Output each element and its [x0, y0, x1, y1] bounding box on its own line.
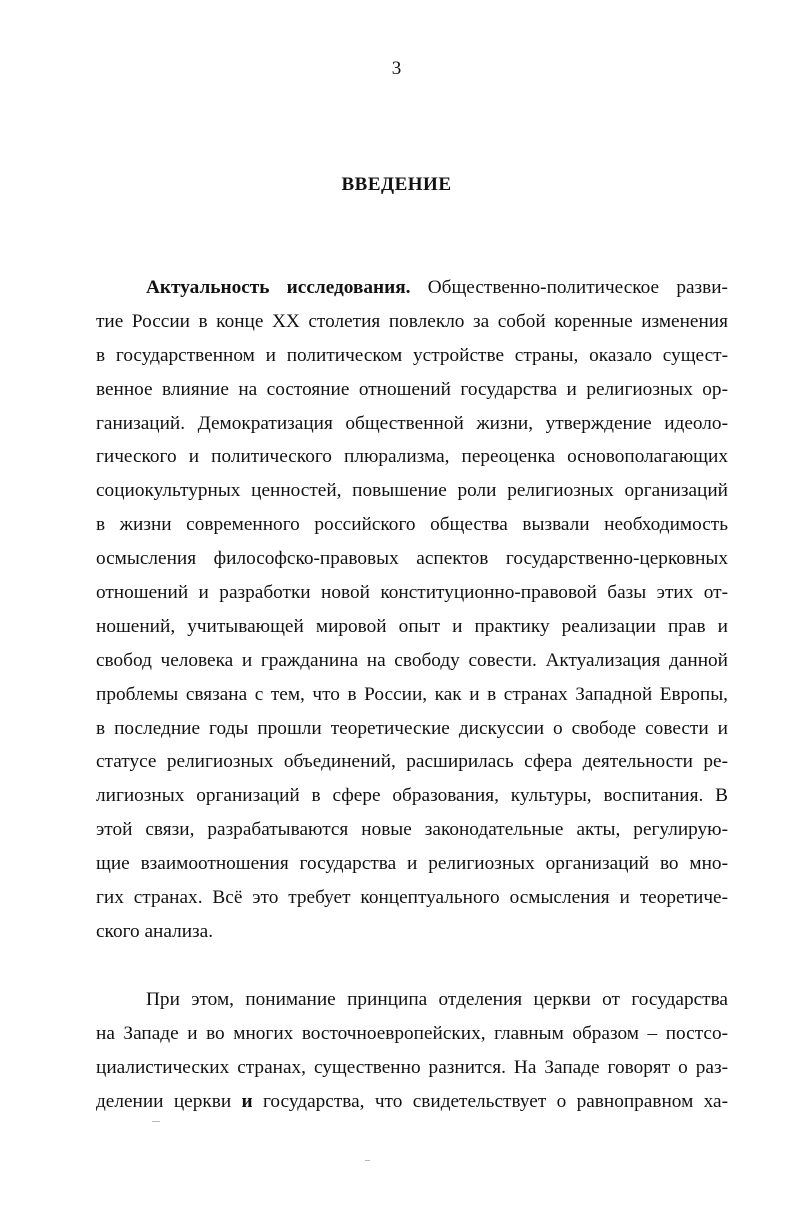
paragraph-line: социокультурных ценностей, повышение роли религиозных организаций [96, 480, 728, 502]
paragraph-line: ского анализа. [96, 920, 214, 942]
paragraph-line: щие взаимоотношения государства и религиозных организаций во мно- [96, 853, 728, 875]
paragraph-line [96, 271, 728, 305]
paragraph-line: При этом, понимание принципа отделения церкви от государства [146, 989, 728, 1010]
lead-bold-text: Актуальность исследования. [146, 277, 411, 298]
paragraph-line: этой связи, разрабатываются новые законодательные акты, регулирую- [96, 819, 728, 841]
paragraph-line: ганизаций. Демократизация общественной жизни, утверждение идеоло- [96, 412, 728, 434]
paragraph-relevance [96, 271, 728, 949]
paragraph-line: осмысления философско-правовых аспектов государственно-церковных [96, 548, 728, 570]
emphasis-conjunction: и [241, 1090, 253, 1112]
paragraph-line: статусе религиозных объединений, расширилась сфера деятельности ре- [96, 751, 728, 773]
paragraph-line: в государственном и политическом устройстве страны, оказало сущест- [96, 344, 728, 366]
paragraph-line: гих странах. Всё это требует концептуального осмысления и теоретиче- [96, 887, 728, 909]
paragraph-line: ношений, учитывающей мировой опыт и практику реализации прав и [96, 615, 728, 637]
paragraph-separation-principle [96, 983, 728, 1119]
paragraph-line: в последние годы прошли теоретические дискуссии о свободе совести и [96, 717, 728, 739]
paragraph-line: циалистических странах, существенно разнится. На Западе говорят о раз- [96, 1056, 728, 1078]
paragraph-line: лигиозных организаций в сфере образования, культуры, воспитания. В [96, 785, 728, 807]
line-text: Общественно-политическое разви- [427, 277, 728, 298]
line-text: делении церкви [96, 1090, 232, 1112]
paragraph-line: отношений и разработки новой конституционно-правовой базы этих от- [96, 582, 728, 604]
line-text: государства, что свидетельствует о равноправном ха- [263, 1090, 728, 1112]
paragraph-line: венное влияние на состояние отношений государства и религиозных ор- [96, 378, 728, 400]
page-number: 3 [391, 58, 402, 79]
paragraph-line: свобод человека и гражданина на свободу совести. Актуализация данной [96, 649, 728, 671]
paragraph-line: проблемы связана с тем, что в России, как и в странах Западной Европы, [96, 683, 728, 705]
paragraph-line [96, 1085, 728, 1119]
paragraph-line: гического и политического плюрализма, переоценка основополагающих [96, 446, 728, 468]
section-heading: ВВЕДЕНИЕ [341, 174, 452, 195]
scan-artifact [152, 1121, 160, 1122]
scan-artifact [365, 1160, 370, 1161]
paragraph-line: тие России в конце XX столетия повлекло за собой коренные изменения [96, 310, 728, 332]
paragraph-line: в жизни современного российского общества вызвали необходимость [96, 514, 728, 536]
paragraph-line: на Западе и во многих восточноевропейских, главным образом – постсо- [96, 1022, 728, 1044]
